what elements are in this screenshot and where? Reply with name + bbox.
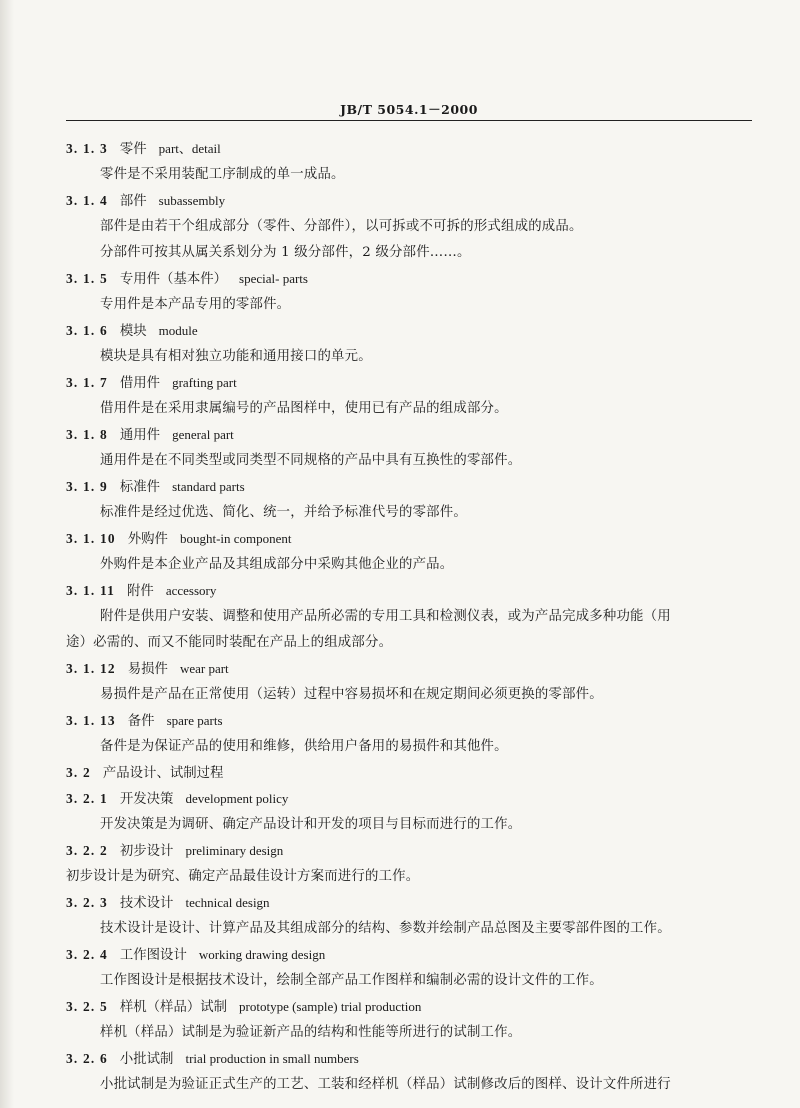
term-english: preliminary design <box>185 843 284 858</box>
term-english: subassembly <box>158 193 226 208</box>
term-number: 3. 2. 2 <box>66 843 108 858</box>
term-heading <box>66 894 270 913</box>
term-number: 3. 1. 5 <box>66 271 108 286</box>
term-heading <box>66 764 235 783</box>
definition-text: 外购件是本企业产品及其组成部分中采购其他企业的产品。 <box>100 557 454 572</box>
term-english: general part <box>172 427 234 442</box>
term-heading <box>66 140 221 159</box>
term-chinese: 标准件 <box>119 480 161 495</box>
term-number: 3. 1. 3 <box>66 141 108 156</box>
definition-text: 途）必需的、而又不能同时装配在产品上的组成部分。 <box>66 635 393 650</box>
term-heading <box>66 660 229 679</box>
definition-text: 附件是供用户安装、调整和使用产品所必需的专用工具和检测仪表，或为产品完成多种功能（用 <box>100 609 671 624</box>
term-number: 3. 1. 12 <box>66 661 116 676</box>
term-english: working drawing design <box>198 947 326 962</box>
term-chinese: 备件 <box>127 714 155 729</box>
definition-text: 工作图设计是根据技术设计，绘制全部产品工作图样和编制必需的设计文件的工作。 <box>100 973 603 988</box>
document-header: JB/T 5054.1－2000 <box>340 102 478 117</box>
term-chinese: 样机（样品）试制 <box>119 1000 228 1015</box>
term-heading <box>66 582 216 601</box>
term-chinese: 工作图设计 <box>119 948 187 963</box>
term-heading <box>66 842 283 861</box>
term-chinese: 小批试制 <box>119 1052 174 1067</box>
definition-text: 开发决策是为调研、确定产品设计和开发的项目与目标而进行的工作。 <box>100 817 522 832</box>
term-number: 3. 1. 10 <box>66 531 116 546</box>
term-english: development policy <box>185 791 289 806</box>
term-english: technical design <box>185 895 270 910</box>
term-chinese: 零件 <box>119 142 147 157</box>
term-english: special- parts <box>239 271 308 286</box>
term-english: spare parts <box>166 713 223 728</box>
term-english: prototype (sample) trial production <box>239 999 422 1014</box>
term-chinese: 借用件 <box>119 376 161 391</box>
definition-text: 技术设计是设计、计算产品及其组成部分的结构、参数并绘制产品总图及主要零部件图的工作。 <box>100 921 671 936</box>
definition-text: 分部件可按其从属关系划分为 1 级分部件，2 级分部件……。 <box>100 245 471 260</box>
term-number: 3. 2. 1 <box>66 791 108 806</box>
term-english: accessory <box>165 583 217 598</box>
term-number: 3. 2. 3 <box>66 895 108 910</box>
term-chinese: 通用件 <box>119 428 161 443</box>
term-chinese: 易损件 <box>127 662 168 677</box>
term-english: wear part <box>179 661 229 676</box>
term-heading <box>66 374 237 393</box>
term-chinese: 技术设计 <box>119 896 174 911</box>
definition-text: 专用件是本产品专用的零部件。 <box>100 297 291 312</box>
term-chinese: 部件 <box>119 194 147 209</box>
term-number: 3. 2. 6 <box>66 1051 108 1066</box>
term-number: 3. 1. 4 <box>66 193 108 208</box>
term-heading <box>66 1050 359 1069</box>
term-english: bought-in component <box>179 531 292 546</box>
term-number: 3. 1. 6 <box>66 323 108 338</box>
term-heading <box>66 998 421 1017</box>
term-english: trial production in small numbers <box>185 1051 359 1066</box>
term-number: 3. 1. 9 <box>66 479 108 494</box>
definition-text: 零件是不采用装配工序制成的单一成品。 <box>100 167 345 182</box>
term-chinese: 外购件 <box>127 532 168 547</box>
definition-text: 备件是为保证产品的使用和维修，供给用户备用的易损件和其他件。 <box>100 739 508 754</box>
term-heading <box>66 790 288 809</box>
definition-text: 小批试制是为验证正式生产的工艺、工装和经样机（样品）试制修改后的图样、设计文件所进行 <box>100 1077 671 1092</box>
definition-text: 易损件是产品在正常使用（运转）过程中容易损坏和在规定期间必须更换的零部件。 <box>100 687 603 702</box>
term-chinese: 开发决策 <box>119 792 174 807</box>
definition-text: 部件是由若干个组成部分（零件、分部件），以可拆或不可拆的形式组成的成品。 <box>100 219 583 234</box>
term-english: standard parts <box>172 479 245 494</box>
term-english: grafting part <box>172 375 237 390</box>
definition-text: 通用件是在不同类型或同类型不同规格的产品中具有互换性的零部件。 <box>100 453 522 468</box>
definition-text: 借用件是在采用隶属编号的产品图样中，使用已有产品的组成部分。 <box>100 401 508 416</box>
term-heading <box>66 192 225 211</box>
term-heading <box>66 322 198 341</box>
term-number: 3. 2. 5 <box>66 999 108 1014</box>
term-chinese: 模块 <box>119 324 147 339</box>
definition-text: 模块是具有相对独立功能和通用接口的单元。 <box>100 349 372 364</box>
definition-text: 初步设计是为研究、确定产品最佳设计方案而进行的工作。 <box>66 869 420 884</box>
term-english: module <box>158 323 198 338</box>
term-english: part、detail <box>158 141 221 156</box>
term-chinese: 附件 <box>127 584 154 599</box>
term-heading <box>66 712 223 731</box>
term-number: 3. 2 <box>66 765 91 780</box>
definition-text: 样机（样品）试制是为验证新产品的结构和性能等所进行的试制工作。 <box>100 1025 522 1040</box>
definition-text: 标准件是经过优选、简化、统一，并给予标准代号的零部件。 <box>100 505 467 520</box>
term-heading <box>66 478 245 497</box>
term-number: 3. 1. 8 <box>66 427 108 442</box>
term-number: 3. 1. 13 <box>66 713 116 728</box>
scan-edge-shadow <box>0 0 14 1108</box>
term-heading <box>66 530 292 549</box>
term-heading <box>66 426 234 445</box>
term-chinese: 专用件（基本件） <box>119 272 228 287</box>
header-rule <box>66 120 752 121</box>
term-number: 3. 2. 4 <box>66 947 108 962</box>
term-heading <box>66 946 325 965</box>
term-chinese: 产品设计、试制过程 <box>102 766 224 781</box>
term-heading <box>66 270 308 289</box>
term-number: 3. 1. 11 <box>66 583 116 598</box>
term-chinese: 初步设计 <box>119 844 174 859</box>
term-number: 3. 1. 7 <box>66 375 108 390</box>
